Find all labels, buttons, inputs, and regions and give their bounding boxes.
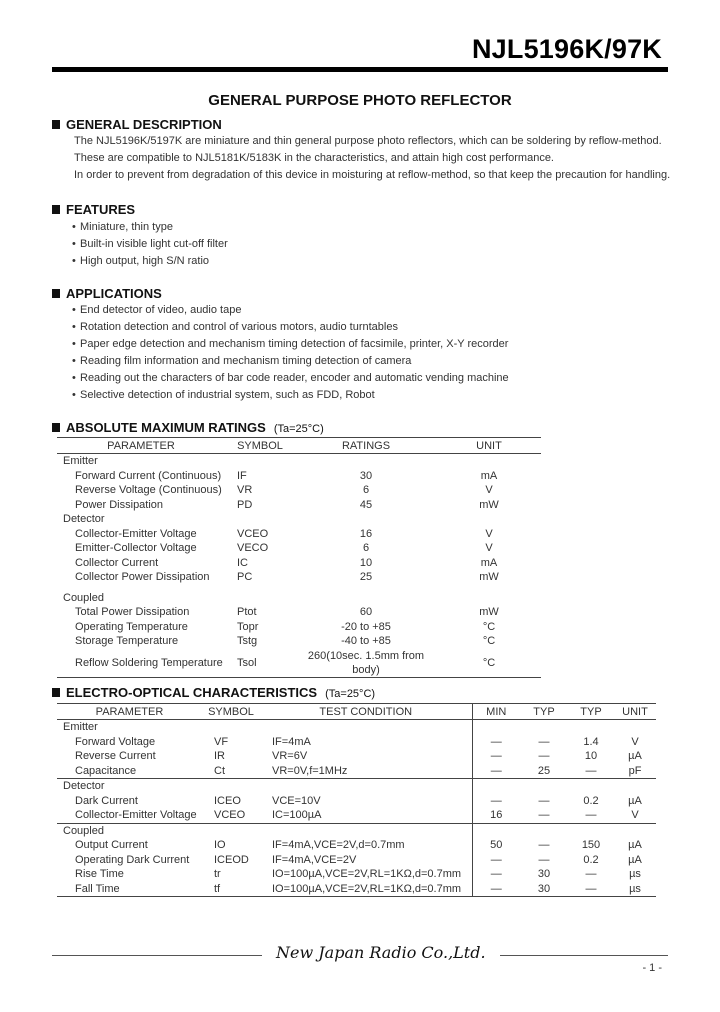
table-row [57,605,541,620]
symbol-cell: VR [237,484,253,497]
table-row [57,620,541,635]
list-item: • End detector of video, audio tape [72,304,242,316]
column-header: TYP [568,704,614,720]
unit-cell: µA [628,853,642,866]
param-cell: Collector Power Dissipation [75,571,210,584]
table-row [57,749,656,764]
header-rule [52,67,668,72]
symbol-cell: PC [237,571,253,584]
table-row [57,838,656,853]
symbol-cell: tr [214,868,221,881]
symbol-cell: ICEOD [214,853,249,866]
column-header: UNIT [614,704,656,720]
condition-cell: VCE=10V [272,794,321,807]
condition-cell: VR=6V [272,750,308,763]
param-cell: Collector-Emitter Voltage [75,527,197,540]
list-item: • Rotation detection and control of various motors, audio turntables [72,321,398,333]
symbol-cell: Tstg [237,635,258,648]
condition-cell: IF=4mA [272,735,311,748]
table-row [57,570,541,585]
unit-cell: mW [479,571,499,584]
param-cell: Total Power Dissipation [75,606,190,619]
group-row [57,454,541,469]
list-item: • High output, high S/N ratio [72,255,210,267]
list-item: • Reading out the characters of bar code reader, encoder and automatic vending machine [72,372,509,384]
param-cell: Forward Current (Continuous) [75,469,222,482]
general-description-heading: GENERAL DESCRIPTION [52,117,222,132]
unit-cell: °C [482,635,496,648]
list-item: • Paper edge detection and mechanism timing detection of facsimile, printer, X-Y recorder [72,338,509,350]
param-cell: Forward Voltage [75,735,156,748]
list-item: • Reading film information and mechanism timing detection of camera [72,355,412,367]
general-description-text [74,133,670,184]
table-row [57,556,541,571]
max-cell: — [568,882,614,897]
section-bullet-icon [52,205,60,214]
rating-cell: 10 [359,556,373,569]
rating-cell: -40 to +85 [341,635,391,648]
table-row [57,649,541,678]
rating-cell: 25 [359,571,373,584]
typ-cell: — [538,735,550,748]
document-title: GENERAL PURPOSE PHOTO REFLECTOR [208,92,512,109]
param-cell: Power Dissipation [75,498,164,511]
column-header: RATINGS [295,438,437,454]
unit-cell: pF [628,764,642,777]
column-header: PARAMETER [57,704,202,720]
min-cell: — [472,867,520,882]
condition-cell: IO=100µA,VCE=2V,RL=1KΩ,d=0.7mm [260,882,472,897]
symbol-cell: IF [237,469,247,482]
max-cell: — [585,868,597,881]
max-cell: — [585,809,597,822]
table-row [57,764,656,779]
param-cell: Fall Time [57,882,202,897]
general-line: These are compatible to NJL5181K/5183K in the characteristics, and attain high cost performance. [74,152,554,164]
rating-cell: 260(10sec. 1.5mm from body) [295,649,437,678]
applications-heading: APPLICATIONS [52,286,162,301]
symbol-cell: tf [202,882,260,897]
list-item: • Miniature, thin type [72,221,173,233]
page-number: - 1 - [642,962,662,974]
symbol-cell: Tsol [225,649,295,678]
column-header: MIN [472,704,520,720]
unit-cell: °C [482,620,496,633]
rating-cell: -20 to +85 [341,620,391,633]
symbol-cell: ICEO [214,794,241,807]
group-label: Coupled [57,823,472,838]
electro-optical-characteristics-table [57,703,656,897]
table-header-row [57,704,656,720]
param-cell: Dark Current [75,794,138,807]
column-header: TEST CONDITION [260,704,472,720]
rating-cell: 60 [359,606,373,619]
applications-list [72,302,509,404]
min-cell: 50 [472,838,520,853]
group-label: Detector [63,513,105,526]
general-line: The NJL5196K/5197K are miniature and thin general purpose photo reflectors, which can be soldering by reflow-method. [74,135,662,147]
unit-cell: µs [629,868,641,881]
rating-cell: 16 [359,527,373,540]
symbol-cell: Ptot [237,606,257,619]
table-row [57,527,541,542]
param-cell: Collector Current [75,556,159,569]
table-row [57,735,656,750]
table-row [57,853,656,868]
column-header: PARAMETER [57,438,225,454]
min-cell: — [472,794,520,809]
unit-cell: V [631,735,639,748]
table-row [57,498,541,513]
condition-cell: VR=0V,f=1MHz [272,764,348,777]
symbol-cell: VECO [237,542,269,555]
max-cell: 0.2 [583,853,599,866]
condition-cell: IO=100µA,VCE=2V,RL=1KΩ,d=0.7mm [272,868,462,881]
param-cell: Output Current [75,839,148,852]
typ-cell: 25 [537,764,551,777]
unit-cell: V [485,527,493,540]
max-cell: 150 [581,839,601,852]
symbol-cell: Ct [214,764,225,777]
section-bullet-icon [52,120,60,129]
condition-cell: IC=100µA [272,809,322,822]
symbol-cell: IO [214,839,226,852]
group-row [57,779,656,794]
unit-cell: °C [437,649,541,678]
part-number: NJL5196K/97K [471,34,662,64]
company-logo: New Japan Radio Co.,Ltd. [262,943,500,962]
typ-cell: — [538,750,550,763]
rating-cell: 30 [359,469,373,482]
param-cell: Reverse Voltage (Continuous) [75,484,222,497]
min-cell: — [472,853,520,868]
param-cell: Reverse Current [75,750,156,763]
typ-cell: 30 [520,882,568,897]
group-label: Emitter [63,455,98,468]
section-bullet-icon [52,423,60,432]
typ-cell: — [538,794,550,807]
group-row [57,720,656,735]
min-cell: 16 [472,808,520,823]
unit-cell: µA [628,750,642,763]
param-cell: Emitter-Collector Voltage [75,542,197,555]
rating-cell: 6 [362,484,370,497]
min-cell: — [472,882,520,897]
absolute-maximum-ratings-table [57,437,541,678]
table-row [57,634,541,649]
typ-cell: — [538,809,550,822]
unit-cell: µA [628,839,642,852]
symbol-cell: IC [237,556,248,569]
symbol-cell: VF [214,735,229,748]
max-cell: — [585,764,597,777]
column-header: TYP [520,704,568,720]
unit-cell: V [631,809,639,822]
table-header-row [57,438,541,454]
eoc-heading: ELECTRO-OPTICAL CHARACTERISTICS (Ta=25°C) [52,685,375,700]
table-row [57,469,541,484]
symbol-cell: VCEO [214,809,246,822]
table-row [57,882,656,897]
features-list [72,219,228,270]
table-row [57,541,541,556]
max-cell: 1.4 [583,735,599,748]
rating-cell: 45 [359,498,373,511]
features-heading: FEATURES [52,202,135,217]
typ-cell: 30 [537,868,551,881]
min-cell: — [472,749,520,764]
section-bullet-icon [52,289,60,298]
unit-cell: mA [480,469,498,482]
min-cell: — [472,764,520,779]
rating-cell: 6 [362,542,370,555]
min-cell: — [472,735,520,750]
amr-heading: ABSOLUTE MAXIMUM RATINGS (Ta=25°C) [52,420,324,435]
table-row [57,483,541,498]
section-bullet-icon [52,688,60,697]
table-row [57,867,656,882]
group-row [57,823,656,838]
max-cell: 10 [584,750,598,763]
group-row [57,591,541,606]
param-cell: Operating Temperature [75,620,188,633]
unit-cell: µA [628,794,642,807]
column-header: UNIT [437,438,541,454]
unit-cell: mW [479,498,499,511]
param-cell: Rise Time [75,868,124,881]
unit-cell: mW [479,606,499,619]
typ-cell: — [538,853,550,866]
group-label: Coupled [63,591,104,604]
group-label: Emitter [63,721,98,734]
param-cell: Collector-Emitter Voltage [75,809,197,822]
condition-cell: IF=4mA,VCE=2V [272,853,357,866]
symbol-cell: PD [237,498,253,511]
group-row [57,512,541,527]
group-label: Detector [57,779,472,794]
symbol-cell: IR [214,750,225,763]
table-row [57,794,656,809]
param-cell: Capacitance [75,764,137,777]
param-cell: Storage Temperature [75,635,179,648]
param-cell: Operating Dark Current [75,853,190,866]
column-header: SYMBOL [225,438,295,454]
table-row [57,808,656,823]
unit-cell: V [485,542,493,555]
param-cell: Reflow Soldering Temperature [57,649,225,678]
unit-cell: V [485,484,493,497]
unit-cell: mA [480,556,498,569]
symbol-cell: Topr [237,620,259,633]
list-item: • Selective detection of industrial system, such as FDD, Robot [72,389,375,401]
symbol-cell: VCEO [237,527,269,540]
typ-cell: — [538,839,550,852]
max-cell: 0.2 [583,794,599,807]
list-item: • Built-in visible light cut-off filter [72,238,228,250]
unit-cell: µs [614,882,656,897]
condition-cell: IF=4mA,VCE=2V,d=0.7mm [272,839,405,852]
general-line: In order to prevent from degradation of this device in moisturing at reflow-method, so that keep the precaution for handling. [74,169,671,181]
column-header: SYMBOL [202,704,260,720]
